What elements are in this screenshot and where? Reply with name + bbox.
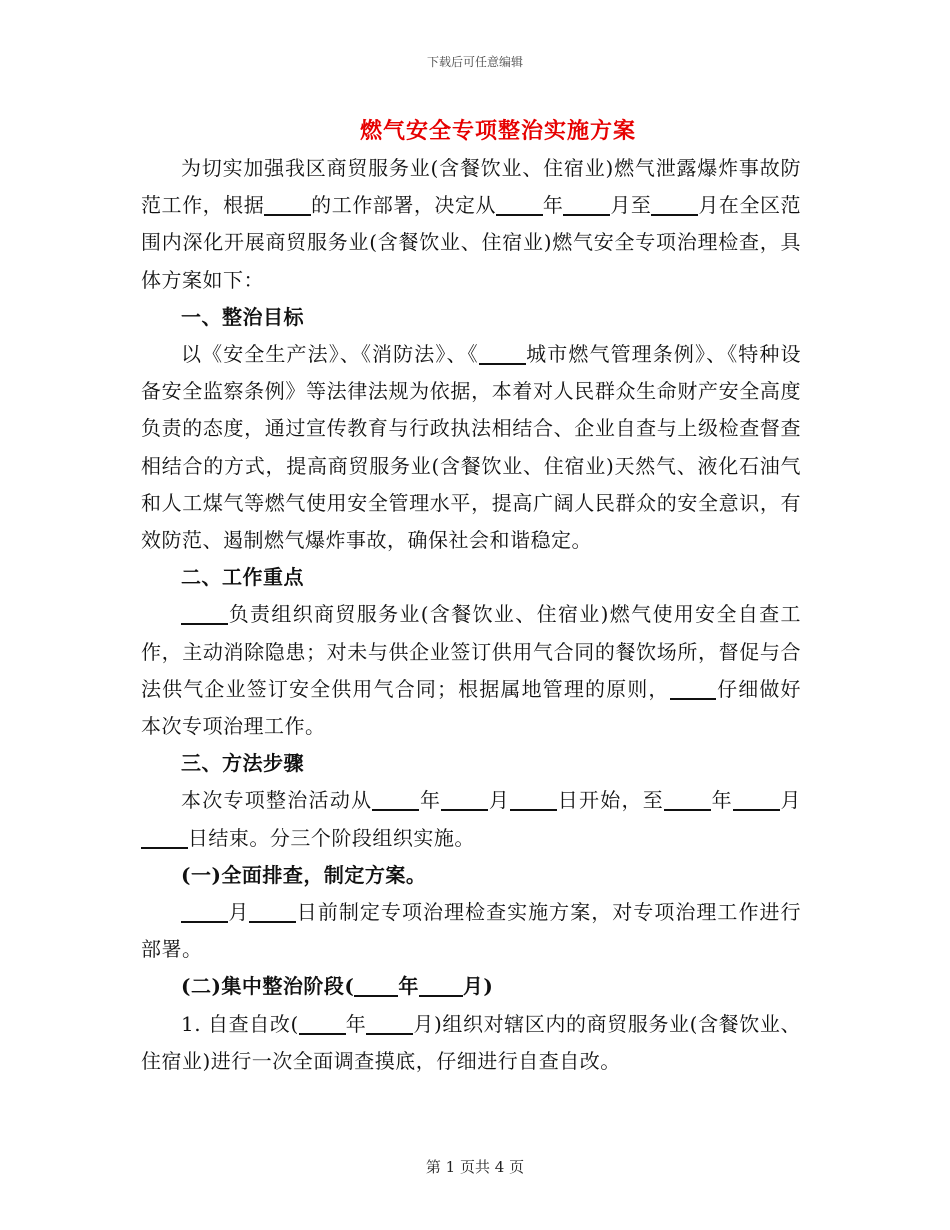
blank-underline: [441, 791, 488, 811]
blank-underline: [651, 196, 698, 216]
blank-underline: [664, 791, 711, 811]
blank-underline: [354, 977, 398, 997]
blank-underline: [181, 903, 228, 923]
blank-underline: [141, 829, 188, 849]
section-heading: (二)集中整治阶段( 年 月): [181, 974, 494, 999]
blank-underline: [496, 196, 543, 216]
blank-underline: [670, 680, 717, 700]
blank-underline: [181, 605, 228, 625]
body-paragraph: 本次专项整治活动从 年 月 日开始，至 年 月 日结束。分三个阶段组织实施。: [141, 782, 801, 856]
body-paragraph: 月 日前制定专项治理检查实施方案，对专项治理工作进行部署。: [141, 900, 802, 962]
blank-underline: [510, 791, 557, 811]
blank-underline: [264, 196, 311, 216]
document-title: 燃气安全专项整治实施方案: [359, 118, 636, 144]
blank-underline: [299, 1015, 346, 1035]
body-paragraph: 负责组织商贸服务业(含餐饮业、住宿业)燃气使用安全自查工作，主动消除隐患；对未与供企业签订供用气合同的餐饮场所，督促与合法供气企业签订安全供用气合同；根据属地管理的原则， 仔细做好本次专项治理工作。: [141, 602, 802, 739]
blank-underline: [563, 196, 610, 216]
section-heading: (一)全面排查，制定方案。: [181, 862, 427, 887]
body-paragraph: 以《安全生产法》、《消防法》、《 城市燃气管理条例》、《特种设备安全监察条例》等法律法规为依据，本着对人民群众生命财产安全高度负责的态度，通过宣传教育与行政执法相结合、企业自查与上级检查督查相结合的方式，提高商贸服务业(含餐饮业、住宿业)天然气、液化石油气和人工煤气等燃气使用安全管理水平，提高广阔人民群众的安全意识，有效防范、遏制燃气爆炸事故，确保社会和谐稳定。: [141, 342, 802, 553]
blank-underline: [372, 791, 419, 811]
blank-underline: [249, 903, 296, 923]
blank-underline: [419, 977, 463, 997]
page-header: 下载后可任意编辑: [426, 55, 523, 69]
section-heading: 二、工作重点: [181, 565, 304, 590]
document-body: [141, 150, 801, 1080]
blank-underline: [479, 345, 526, 365]
body-paragraph: 为切实加强我区商贸服务业(含餐饮业、住宿业)燃气泄露爆炸事故防范工作，根据 的工作部署，决定从 年 月至 月在全区范围内深化开展商贸服务业(含餐饮业、住宿业)燃气安全专项治理检查，具体方案如下：: [141, 156, 802, 292]
page-footer: 第 1 页共 4 页: [425, 1158, 525, 1176]
body-paragraph: 1. 自查自改( 年 月)组织对辖区内的商贸服务业(含餐饮业、住宿业)进行一次全面调查摸底，仔细进行自查自改。: [141, 1011, 802, 1073]
section-heading: 三、方法步骤: [181, 751, 304, 776]
section-heading: 一、整治目标: [181, 304, 304, 329]
blank-underline: [366, 1015, 413, 1035]
blank-underline: [733, 791, 780, 811]
